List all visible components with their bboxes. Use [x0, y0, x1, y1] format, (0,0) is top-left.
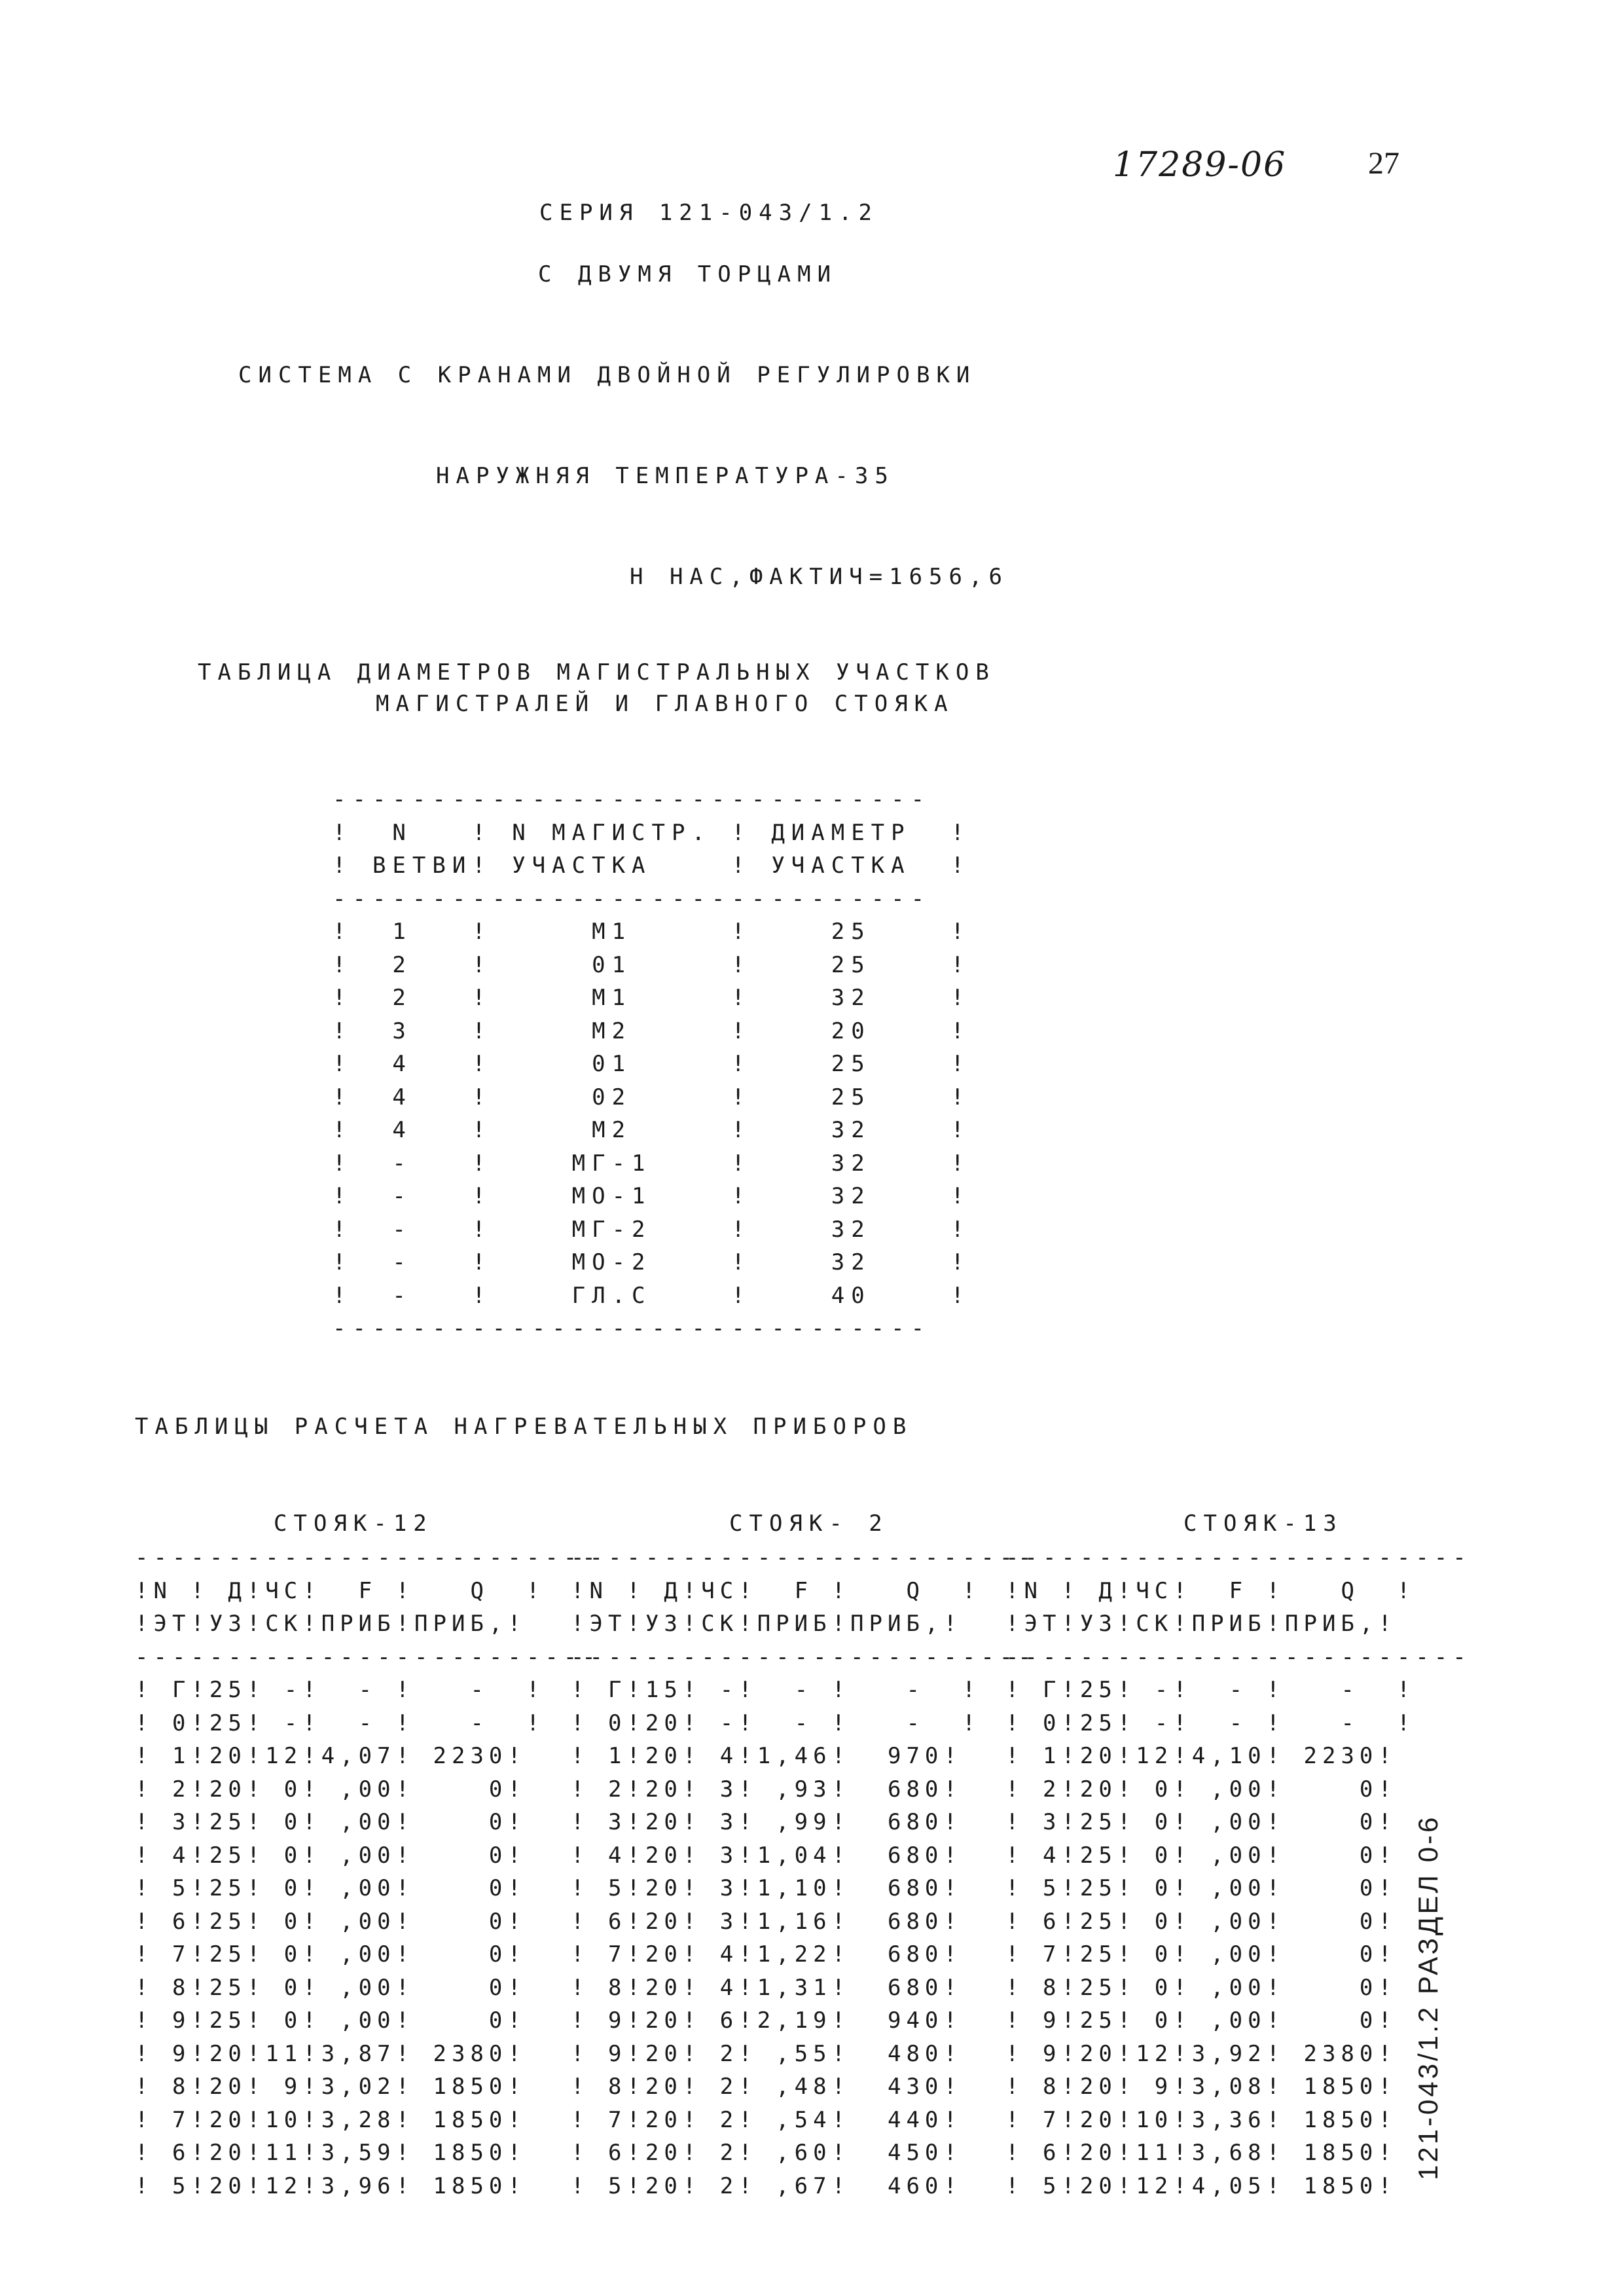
riser-12-title: СТОЯК-12 [274, 1510, 433, 1537]
riser-13-table: ------------------------- !N ! Д!ЧС! F ! Q ! !ЭТ!УЗ!СК!ПРИБ!ПРИБ,! ------------------------- ! Г!25! -! - ! - ! ! 0!25! -! - ! - ! ! 1!20!12!4,10! 2230! ! 2!20! 0! ,00! 0! ! 3!25! 0! ,00! 0! ! 4!25! 0! ,00! 0! ! 5!25! 0! ,00! 0! ! 6!25! 0! ,00! 0! ! 7!25! 0! ,00! 0! ! 8!25! 0! ,00! 0! ! 9!25! 0! ,00! 0! ! 9!20!12!3,92! 2380! ! 8!20! 9!3,08! 1850! ! 7!20!10!3,36! 1850! ! 6!20!11!3,68! 1850! ! 5!20!12!4,05! 1850! [1005, 1545, 1471, 2199]
diameters-table-subtitle: МАГИСТРАЛЕЙ И ГЛАВНОГО СТОЯКА [376, 691, 954, 717]
diameters-table: ------------------------------ ! N ! N МАГИСТР. ! ДИАМЕТР ! ! ВЕТВИ! УЧАСТКА ! УЧАСТКА ! ------------------------------ ! 1 ! М1 ! 25 ! ! 2 ! 01 ! 25 ! ! 2 ! М1 ! 32 ! ! 3 ! М2 ! 20 ! ! 4 ! 01 ! 25 ! ! 4 ! 02 ! 25 ! ! 4 ! М2 ! 32 ! ! - ! МГ-1 ! 32 ! ! - ! МО-1 ! 32 ! ! - ! МГ-2 ! 32 ! ! - ! МО-2 ! 32 ! ! - ! ГЛ.С ! 40 ! ------------------------------ [333, 786, 971, 1342]
page-number: 27 [1368, 146, 1399, 181]
heaters-tables-title: ТАБЛИЦЫ РАСЧЕТА НАГРЕВАТЕЛЬНЫХ ПРИБОРОВ [135, 1414, 913, 1440]
riser-12-table: ------------------------- !N ! Д!ЧС! F ! Q ! !ЭТ!УЗ!СК!ПРИБ!ПРИБ,! ------------------------- ! Г!25! -! - ! - ! ! 0!25! -! - ! - ! ! 1!20!12!4,07! 2230! ! 2!20! 0! ,00! 0! ! 3!25! 0! ,00! 0! ! 4!25! 0! ,00! 0! ! 5!25! 0! ,00! 0! ! 6!25! 0! ,00! 0! ! 7!25! 0! ,00! 0! ! 8!25! 0! ,00! 0! ! 9!25! 0! ,00! 0! ! 9!20!11!3,87! 2380! ! 8!20! 9!3,02! 1850! ! 7!20!10!3,28! 1850! ! 6!20!11!3,59! 1850! ! 5!20!12!3,96! 1850! [135, 1545, 601, 2199]
riser-2-title: СТОЯК- 2 [729, 1510, 889, 1537]
h-nas-value: Н НАС,ФАКТИЧ=1656,6 [630, 564, 1009, 590]
riser-13-title: СТОЯК-13 [1183, 1510, 1343, 1537]
diameters-table-title: ТАБЛИЦА ДИАМЕТРОВ МАГИСТРАЛЬНЫХ УЧАСТКОВ [198, 659, 996, 686]
temperature-title: НАРУЖНЯЯ ТЕМПЕРАТУРА-35 [436, 463, 895, 489]
ends-title: С ДВУМЯ ТОРЦАМИ [538, 261, 838, 287]
series-title: СЕРИЯ 121-043/1.2 [539, 200, 878, 226]
margin-section-stamp: 121-043/1.2 РАЗДЕЛ 0-6 [1413, 1814, 1443, 2180]
riser-2-table: ------------------------- !N ! Д!ЧС! F ! Q ! !ЭТ!УЗ!СК!ПРИБ!ПРИБ,! ------------------------- ! Г!15! -! - ! - ! ! 0!20! -! - ! - ! ! 1!20! 4!1,46! 970! ! 2!20! 3! ,93! 680! ! 3!20! 3! ,99! 680! ! 4!20! 3!1,04! 680! ! 5!20! 3!1,10! 680! ! 6!20! 3!1,16! 680! ! 7!20! 4!1,22! 680! ! 8!20! 4!1,31! 680! ! 9!20! 6!2,19! 940! ! 9!20! 2! ,55! 480! ! 8!20! 2! ,48! 430! ! 7!20! 2! ,54! 440! ! 6!20! 2! ,60! 450! ! 5!20! 2! ,67! 460! [571, 1545, 1037, 2199]
document-number: 17289-06 [1113, 145, 1287, 185]
system-title: СИСТЕМА С КРАНАМИ ДВОЙНОЙ РЕГУЛИРОВКИ [238, 362, 977, 388]
